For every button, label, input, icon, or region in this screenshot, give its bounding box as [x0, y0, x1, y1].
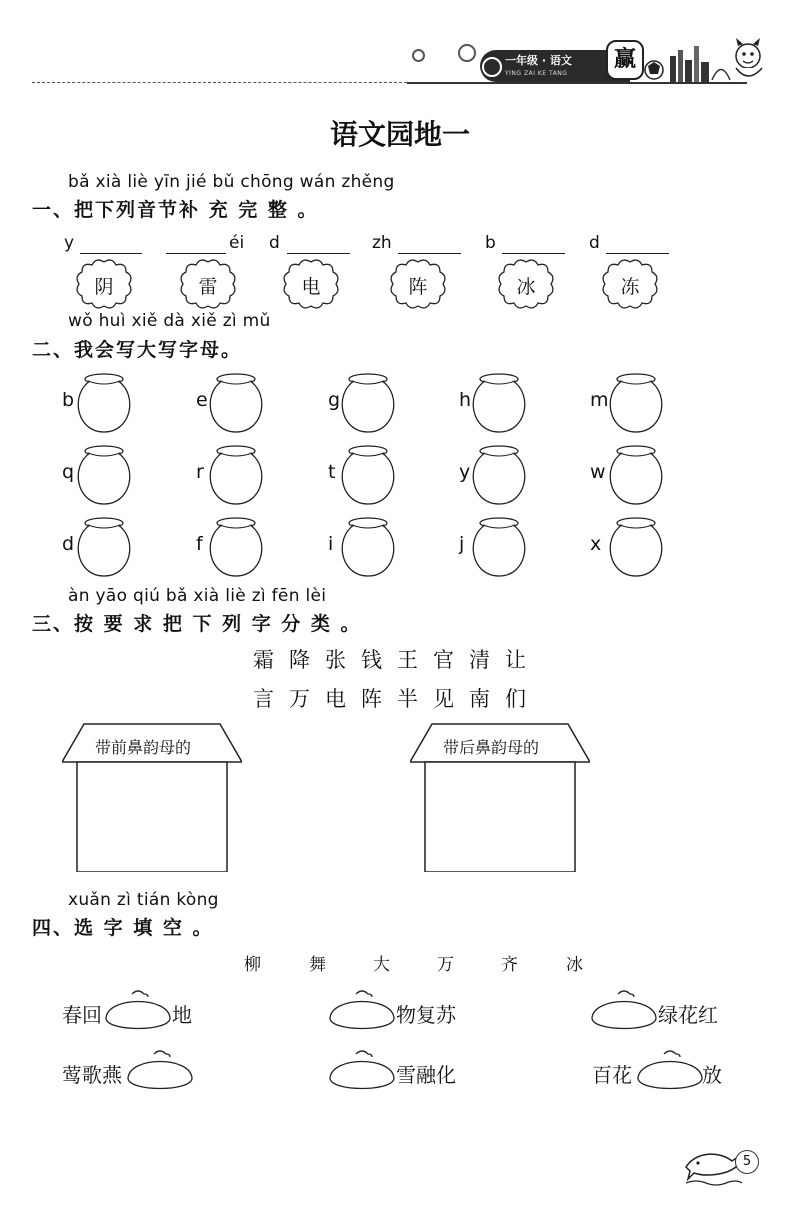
- option-char: 大: [373, 955, 390, 975]
- q1-blank[interactable]: [166, 253, 226, 254]
- house-label-front-nasal: 带前鼻韵母的: [95, 738, 192, 757]
- q1-pinyin: bǎ xià liè yīn jié bǔ chōng wán zhěng: [68, 172, 395, 192]
- flower-frame: [74, 258, 134, 310]
- dolphin-icon: [682, 1145, 742, 1190]
- shell-answer-box[interactable]: [588, 988, 660, 1036]
- pot-answer-box[interactable]: [471, 444, 527, 506]
- option-char: 万: [437, 955, 454, 975]
- flower-char: 冰: [516, 276, 536, 298]
- target-icon: [482, 57, 502, 77]
- shell-answer-box[interactable]: [634, 1048, 706, 1096]
- phrase-before: 百花: [592, 1063, 632, 1087]
- house-label-back-nasal: 带后鼻韵母的: [443, 738, 540, 757]
- pot-answer-box[interactable]: [471, 372, 527, 434]
- win-badge: 赢: [606, 40, 644, 80]
- flower-frame: [496, 258, 556, 310]
- flower-frame: [281, 258, 341, 310]
- pot-answer-box[interactable]: [608, 372, 664, 434]
- shell-answer-box[interactable]: [326, 988, 398, 1036]
- q1-blank[interactable]: [606, 253, 669, 254]
- lowercase-letter: j: [459, 533, 465, 555]
- phrase-before: 春回: [62, 1003, 102, 1027]
- q2-pinyin: wǒ huì xiě dà xiě zì mǔ: [68, 311, 271, 331]
- pot-answer-box[interactable]: [608, 516, 664, 578]
- header-illustration-icon: [640, 36, 775, 84]
- q1-prefix: b: [485, 233, 496, 253]
- banner-title: 一年级 · 语文: [505, 54, 572, 67]
- page-title: 语文园地一: [329, 118, 470, 151]
- pot-answer-box[interactable]: [76, 372, 132, 434]
- pot-answer-box[interactable]: [340, 516, 396, 578]
- q3-chars-line1: 霜降张钱王官清让: [253, 648, 541, 672]
- lowercase-letter: w: [590, 461, 606, 483]
- option-char: 齐: [501, 955, 518, 975]
- lowercase-letter: x: [590, 533, 602, 555]
- lowercase-letter: y: [459, 461, 471, 483]
- q3-chars-line2: 言万电阵半见南们: [253, 687, 541, 711]
- flower-char: 电: [301, 276, 321, 298]
- lowercase-letter: m: [590, 389, 609, 411]
- lowercase-letter: t: [328, 461, 336, 483]
- header-dashed-rule: [32, 82, 407, 83]
- lowercase-letter: i: [328, 533, 334, 555]
- lowercase-letter: r: [196, 461, 204, 483]
- q3-pinyin: àn yāo qiú bǎ xià liè zì fēn lèi: [68, 586, 327, 606]
- flower-char: 雷: [198, 276, 218, 298]
- q4-pinyin: xuǎn zì tián kòng: [68, 890, 219, 910]
- pot-answer-box[interactable]: [471, 516, 527, 578]
- q1-prefix: zh: [372, 233, 392, 253]
- phrase-after: 绿花红: [658, 1003, 718, 1027]
- q1-heading: 一、把下列音节补 充 完 整 。: [32, 199, 319, 221]
- pot-answer-box[interactable]: [208, 444, 264, 506]
- q1-blank[interactable]: [287, 253, 350, 254]
- pot-answer-box[interactable]: [208, 372, 264, 434]
- flower-char: 阵: [408, 276, 428, 298]
- q1-blank[interactable]: [80, 253, 142, 254]
- lowercase-letter: q: [62, 461, 75, 483]
- flower-frame: [600, 258, 660, 310]
- phrase-after: 放: [702, 1063, 722, 1087]
- flower-frame: [178, 258, 238, 310]
- phrase-after: 地: [172, 1003, 192, 1027]
- phrase-after: 物复苏: [396, 1003, 456, 1027]
- lowercase-letter: e: [196, 389, 208, 411]
- q3-heading: 三、按 要 求 把 下 列 字 分 类 。: [32, 613, 362, 635]
- lowercase-letter: d: [62, 533, 75, 555]
- phrase-before: 莺歌燕: [62, 1063, 122, 1087]
- q1-prefix: d: [269, 233, 280, 253]
- q1-blank[interactable]: [398, 253, 461, 254]
- flower-char: 阴: [94, 276, 114, 298]
- page-number: 5: [735, 1150, 759, 1174]
- option-char: 舞: [309, 955, 326, 975]
- flower-char: 冻: [620, 276, 640, 298]
- lowercase-letter: b: [62, 389, 75, 411]
- q1-suffix: éi: [229, 233, 245, 253]
- shell-answer-box[interactable]: [124, 1048, 196, 1096]
- q1-blank[interactable]: [502, 253, 565, 254]
- pot-answer-box[interactable]: [208, 516, 264, 578]
- pot-answer-box[interactable]: [608, 444, 664, 506]
- shell-answer-box[interactable]: [326, 1048, 398, 1096]
- circle-decoration-icon: [458, 44, 476, 62]
- phrase-after: 雪融化: [396, 1063, 456, 1087]
- flower-frame: [388, 258, 448, 310]
- q4-heading: 四、选 字 填 空 。: [32, 917, 214, 939]
- shell-answer-box[interactable]: [102, 988, 174, 1036]
- option-char: 柳: [244, 955, 261, 975]
- q1-prefix: d: [589, 233, 600, 253]
- pot-answer-box[interactable]: [76, 516, 132, 578]
- q2-heading: 二、我会写大写字母。: [32, 339, 243, 361]
- banner-subtitle: YING ZAI KE TANG: [505, 70, 568, 77]
- option-char: 冰: [566, 955, 583, 975]
- q1-prefix: y: [64, 233, 75, 253]
- pot-answer-box[interactable]: [76, 444, 132, 506]
- lowercase-letter: f: [196, 533, 203, 555]
- circle-decoration-icon: [412, 49, 425, 62]
- lowercase-letter: g: [328, 389, 341, 411]
- lowercase-letter: h: [459, 389, 472, 411]
- pot-answer-box[interactable]: [340, 444, 396, 506]
- pot-answer-box[interactable]: [340, 372, 396, 434]
